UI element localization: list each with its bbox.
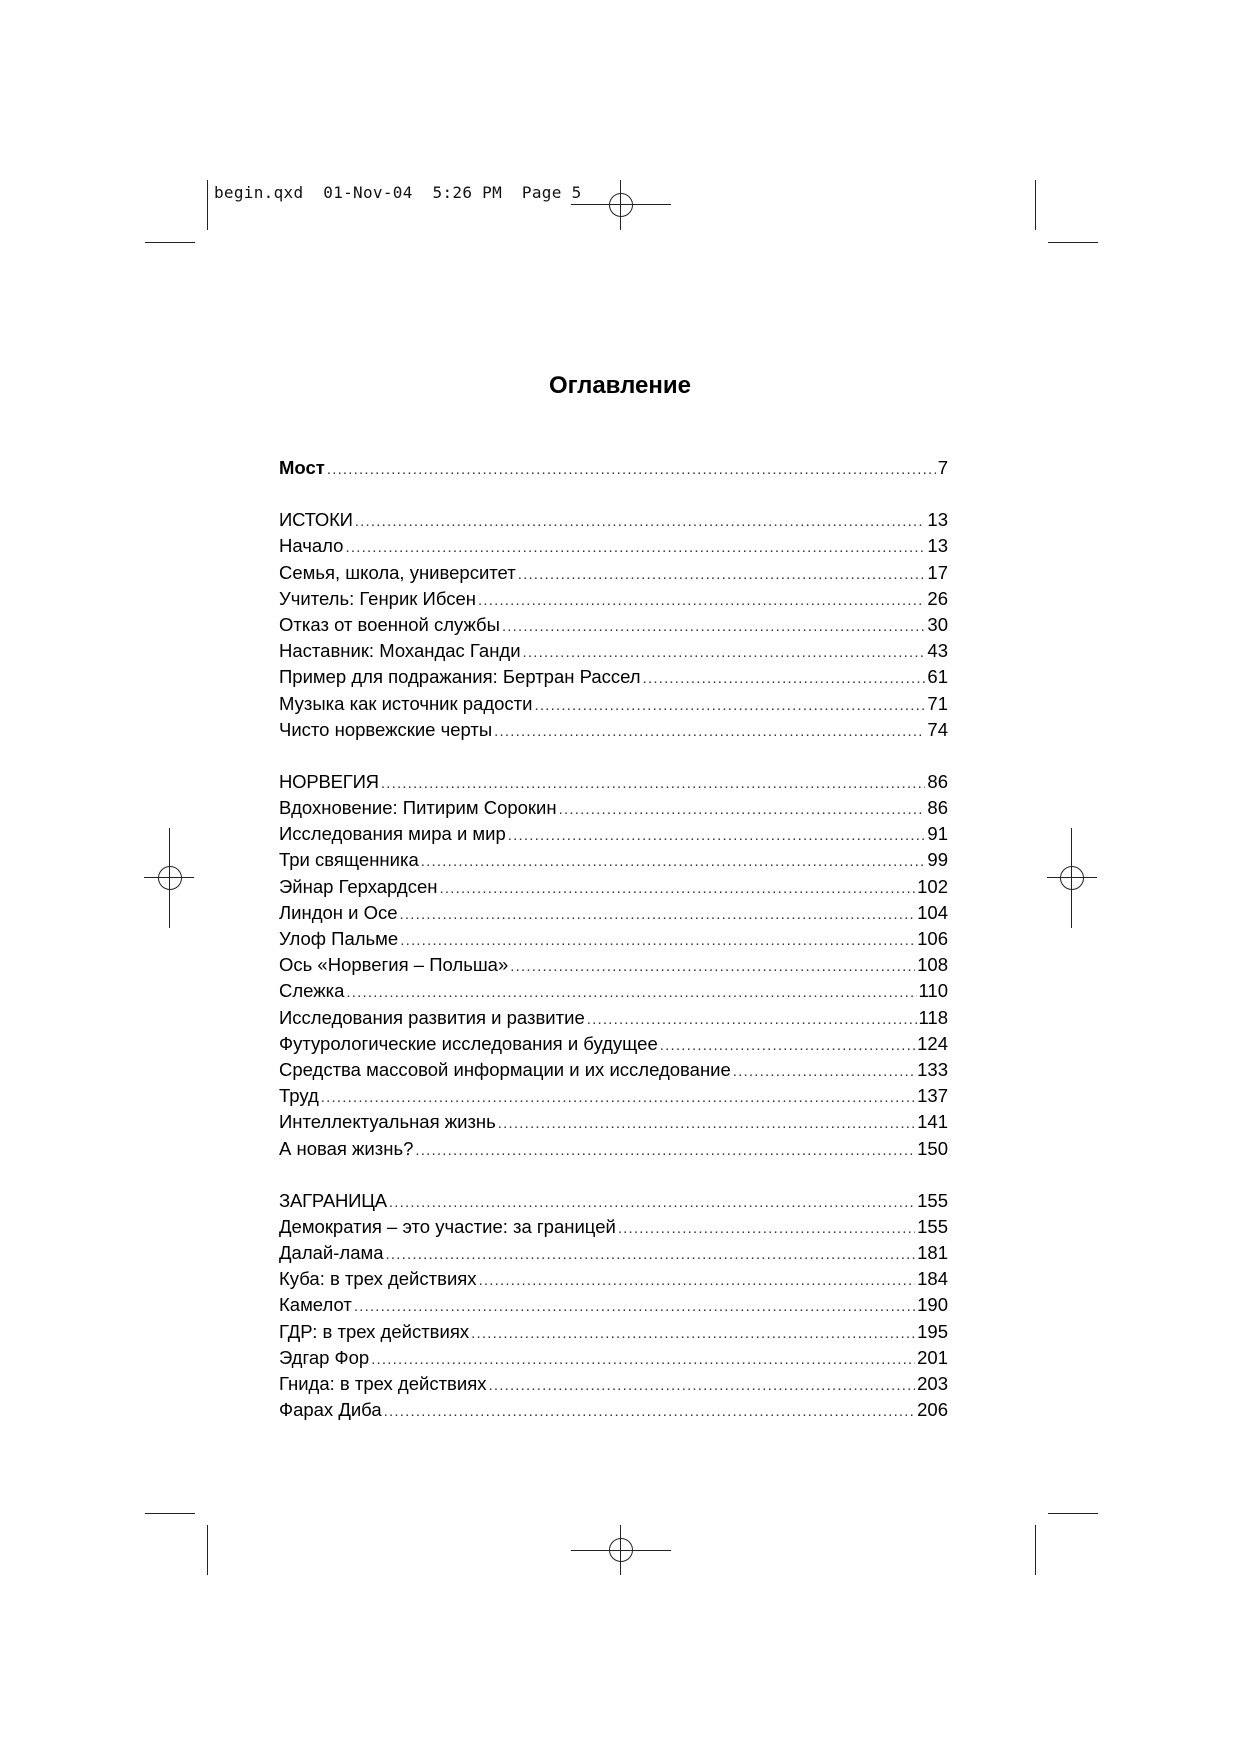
toc-entry [279, 1188, 948, 1214]
toc-dot-leader [400, 902, 916, 928]
toc-entry-title: ИСТОКИ [279, 509, 353, 531]
toc-dot-leader [400, 928, 915, 954]
toc-entry [279, 586, 948, 612]
toc-entry [279, 507, 948, 533]
toc-dot-leader [559, 797, 926, 823]
toc-page-number: 133 [917, 1058, 948, 1080]
toc-page-number: 201 [917, 1346, 948, 1368]
toc-entry-title: Камелот [279, 1294, 352, 1316]
toc-entry [279, 795, 948, 821]
toc-dot-leader [510, 954, 915, 980]
toc-entry-title: ГДР: в трех действиях [279, 1320, 470, 1342]
toc-entry-title: ЗАГРАНИЦА [279, 1189, 387, 1211]
page-title: Оглавление [549, 372, 691, 399]
toc-dot-leader [439, 876, 915, 902]
toc-dot-leader [381, 771, 926, 797]
registration-mark-circle [609, 1538, 633, 1562]
toc-page-number: 91 [927, 823, 948, 845]
toc-dot-leader [498, 1111, 915, 1137]
toc-dot-leader [371, 1347, 915, 1373]
toc-entry-title: Улоф Пальме [279, 928, 399, 949]
toc-dot-leader [508, 823, 926, 849]
toc-entry-title: Фарах Диба [279, 1399, 382, 1421]
toc-page-number: 150 [917, 1137, 948, 1159]
toc-entry [279, 1057, 948, 1083]
toc-dot-leader [733, 1059, 915, 1085]
registration-mark-circle [1060, 866, 1084, 890]
toc-page-number: 102 [917, 875, 948, 897]
toc-dot-leader [488, 1373, 915, 1399]
toc-dot-leader [355, 509, 926, 535]
toc-section [279, 769, 948, 1162]
toc-page-number: 137 [917, 1085, 948, 1107]
toc-entry [279, 926, 948, 952]
toc-entry-title: Учитель: Генрик Ибсен [279, 587, 476, 609]
toc-entry-title: Вдохновение: Питирим Сорокин [279, 797, 557, 819]
toc-dot-leader [384, 1399, 915, 1425]
toc-page-number: 206 [917, 1399, 948, 1421]
toc-page-number: 43 [927, 640, 948, 662]
toc-entry-title: Мост [279, 457, 325, 478]
crop-mark [207, 1525, 208, 1575]
toc-entry-title: Три священника [279, 849, 419, 871]
toc-dot-leader [618, 1216, 915, 1242]
toc-entry [279, 821, 948, 847]
toc-page-number: 155 [917, 1189, 948, 1211]
crop-mark [145, 242, 195, 243]
toc-entry [279, 847, 948, 873]
toc-page-number: 184 [917, 1268, 948, 1290]
toc-page-number: 86 [927, 770, 948, 792]
toc-section [279, 507, 948, 743]
toc-entry-title: НОРВЕГИЯ [279, 770, 379, 792]
toc-dot-leader [327, 457, 936, 483]
toc-entry-title: Труд [279, 1085, 319, 1107]
toc-page-number: 26 [927, 587, 948, 609]
toc-dot-leader [534, 693, 925, 719]
crop-mark [1035, 1525, 1036, 1575]
toc-entry [279, 1371, 948, 1397]
toc-dot-leader [415, 1138, 915, 1164]
toc-dot-leader [386, 1242, 916, 1268]
toc-dot-leader [421, 849, 926, 875]
toc-section [279, 455, 948, 481]
toc-entry [279, 874, 948, 900]
crop-mark [145, 1513, 195, 1514]
toc-entry [279, 664, 948, 690]
toc-section [279, 1188, 948, 1424]
toc-entry [279, 717, 948, 743]
toc-page-number: 108 [917, 954, 948, 976]
crop-mark [1048, 242, 1098, 243]
toc-entry [279, 1083, 948, 1109]
toc-page-number: 30 [927, 613, 948, 635]
toc-entry [279, 1031, 948, 1057]
toc-entry-title: Эдгар Фор [279, 1346, 370, 1368]
registration-mark-circle [609, 193, 633, 217]
toc-page-number: 61 [927, 666, 948, 688]
toc-entry-title: Отказ от военной службы [279, 613, 500, 635]
toc-page-number: 203 [917, 1373, 948, 1394]
toc-dot-leader [346, 980, 916, 1006]
toc-entry [279, 769, 948, 795]
toc-entry-title: А новая жизнь? [279, 1137, 414, 1159]
toc-entry [279, 1109, 948, 1135]
toc-page-number: 195 [917, 1320, 948, 1342]
toc-dot-leader [502, 614, 925, 640]
toc-entry [279, 1319, 948, 1345]
toc-entry-title: Средства массовой информации и их исследование [279, 1058, 731, 1080]
toc-entry [279, 1266, 948, 1292]
toc-page-number: 141 [917, 1111, 948, 1133]
toc-entry [279, 1005, 948, 1031]
toc-page-number: 190 [917, 1294, 948, 1316]
toc-entry [279, 1345, 948, 1371]
toc-entry-title: Далай-лама [279, 1242, 384, 1264]
toc-entry [279, 560, 948, 586]
toc-dot-leader [354, 1294, 915, 1320]
toc-dot-leader [389, 1190, 915, 1216]
toc-entry-title: Демократия – это участие: за границей [279, 1215, 616, 1237]
toc-entry [279, 691, 948, 717]
toc-entry [279, 978, 948, 1004]
toc-page-number: 118 [918, 1006, 948, 1028]
toc-page-number: 124 [917, 1032, 948, 1054]
toc-page-number: 110 [918, 980, 948, 1002]
registration-mark-circle [158, 866, 182, 890]
toc-entry-title: Семья, школа, университет [279, 561, 516, 583]
crop-mark [1035, 180, 1036, 230]
toc-entry-title: Ось «Норвегия – Польша» [279, 954, 509, 976]
toc-entry [279, 1240, 948, 1266]
toc-entry-title: Исследования мира и мир [279, 823, 506, 845]
toc-entry-title: Пример для подражания: Бертран Рассел [279, 666, 641, 688]
toc-page-number: 99 [927, 849, 948, 871]
toc-entry-title: Гнида: в трех действиях [279, 1373, 487, 1394]
toc-entry-title: Музыка как источник радости [279, 692, 533, 714]
toc-dot-leader [321, 1085, 915, 1111]
toc-page-number: 71 [927, 692, 948, 714]
toc-entry [279, 1136, 948, 1162]
toc-entry-title: Куба: в трех действиях [279, 1268, 477, 1290]
toc-entry-title: Начало [279, 535, 344, 557]
toc-page-number: 17 [927, 561, 948, 583]
toc-entry-title: Интеллектуальная жизнь [279, 1111, 496, 1133]
toc-entry-title: Линдон и Осе [279, 901, 398, 923]
toc-entry [279, 612, 948, 638]
toc-page-number: 7 [937, 457, 948, 478]
crop-mark [1048, 1513, 1098, 1514]
toc-entry-title: Чисто норвежские черты [279, 718, 493, 740]
toc-page-number: 104 [917, 901, 948, 923]
printer-slug: begin.qxd 01-Nov-04 5:26 PM Page 5 [214, 183, 582, 202]
toc-entry [279, 638, 948, 664]
toc-dot-leader [345, 535, 925, 561]
toc-dot-leader [523, 640, 926, 666]
crop-mark [207, 180, 208, 230]
toc-dot-leader [471, 1321, 915, 1347]
table-of-contents [279, 455, 948, 1449]
toc-page-number: 74 [927, 718, 948, 740]
toc-dot-leader [587, 1007, 917, 1033]
toc-dot-leader [643, 666, 926, 692]
toc-entry [279, 1397, 948, 1423]
toc-dot-leader [518, 562, 926, 588]
toc-entry [279, 455, 948, 481]
toc-entry [279, 1214, 948, 1240]
toc-dot-leader [478, 588, 925, 614]
toc-entry-title: Наставник: Мохандас Ганди [279, 640, 521, 662]
toc-entry-title: Футурологические исследования и будущее [279, 1032, 658, 1054]
toc-entry [279, 900, 948, 926]
toc-page-number: 106 [917, 928, 948, 949]
toc-entry-title: Эйнар Герхардсен [279, 875, 438, 897]
toc-entry-title: Слежка [279, 980, 345, 1002]
toc-dot-leader [660, 1033, 915, 1059]
toc-entry-title: Исследования развития и развитие [279, 1006, 585, 1028]
toc-page-number: 181 [917, 1242, 948, 1264]
toc-entry [279, 952, 948, 978]
toc-dot-leader [479, 1268, 916, 1294]
toc-page-number: 13 [927, 509, 948, 531]
toc-dot-leader [494, 719, 925, 745]
toc-page-number: 13 [927, 535, 948, 557]
toc-page-number: 155 [917, 1215, 948, 1237]
toc-page-number: 86 [927, 797, 948, 819]
toc-entry [279, 533, 948, 559]
toc-entry [279, 1292, 948, 1318]
